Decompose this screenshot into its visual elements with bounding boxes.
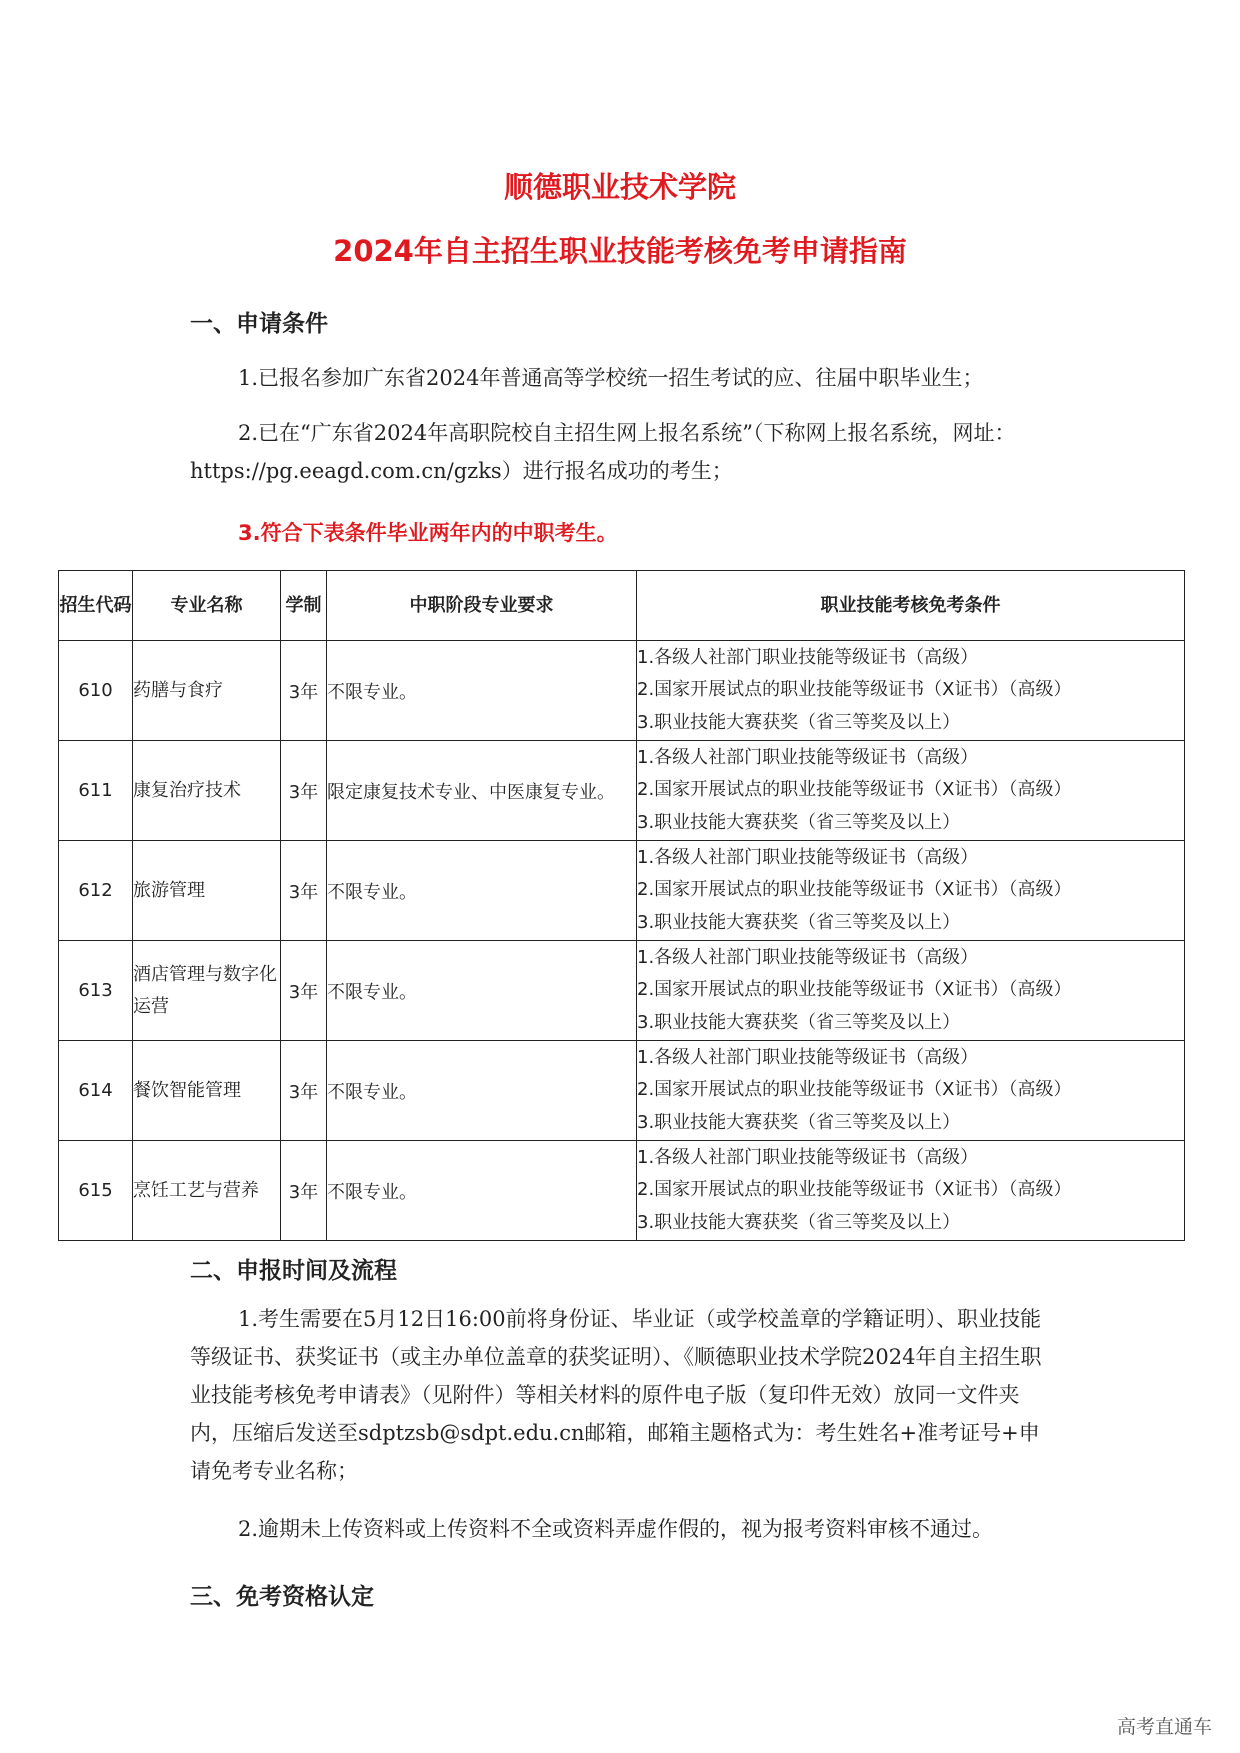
row-name: 烹饪工艺与营养 — [133, 1141, 281, 1241]
section1-item-3: 3.符合下表条件毕业两年内的中职考生。 — [238, 521, 618, 545]
row-conditions — [637, 1141, 1185, 1241]
condition-item: 3.职业技能大赛获奖（省三等奖及以上） — [637, 911, 961, 933]
watermark: 高考直通车 — [1116, 1716, 1212, 1738]
condition-item: 3.职业技能大赛获奖（省三等奖及以上） — [637, 811, 961, 833]
table-row — [59, 1041, 1185, 1141]
row-requirement: 不限专业。 — [327, 1141, 637, 1241]
section3-heading: 三、免考资格认定 — [190, 1584, 374, 1610]
table-header-row — [59, 571, 1185, 641]
header-years: 学制 — [281, 571, 327, 641]
header-requirement: 中职阶段专业要求 — [327, 571, 637, 641]
document-title: 2024年自主招生职业技能考核免考申请指南 — [333, 234, 907, 268]
condition-item: 3.职业技能大赛获奖（省三等奖及以上） — [637, 1211, 961, 1233]
table-row — [59, 941, 1185, 1041]
row-conditions — [637, 941, 1185, 1041]
row-requirement: 不限专业。 — [327, 1041, 637, 1141]
condition-item: 1.各级人社部门职业技能等级证书（高级） — [637, 746, 979, 768]
condition-item: 1.各级人社部门职业技能等级证书（高级） — [637, 846, 979, 868]
row-name: 酒店管理与数字化运营 — [133, 941, 281, 1041]
row-requirement: 限定康复技术专业、中医康复专业。 — [327, 741, 637, 841]
school-name: 顺德职业技术学院 — [503, 170, 736, 204]
row-code: 615 — [59, 1141, 133, 1241]
header-conditions: 职业技能考核免考条件 — [637, 571, 1185, 641]
table-row — [59, 1141, 1185, 1241]
condition-item: 3.职业技能大赛获奖（省三等奖及以上） — [637, 1011, 961, 1033]
condition-item: 3.职业技能大赛获奖（省三等奖及以上） — [637, 711, 961, 733]
section1-item-1: 1.已报名参加广东省2024年普通高等学校统一招生考试的应、往届中职毕业生； — [238, 366, 984, 390]
condition-item: 1.各级人社部门职业技能等级证书（高级） — [637, 946, 979, 968]
section2-heading: 二、申报时间及流程 — [190, 1258, 397, 1284]
section1-heading: 一、申请条件 — [190, 311, 328, 337]
exemption-table — [58, 570, 1185, 1241]
row-name: 药膳与食疗 — [133, 641, 281, 741]
row-requirement: 不限专业。 — [327, 641, 637, 741]
row-requirement: 不限专业。 — [327, 841, 637, 941]
row-code: 614 — [59, 1041, 133, 1141]
row-requirement: 不限专业。 — [327, 941, 637, 1041]
table-row — [59, 741, 1185, 841]
condition-item: 1.各级人社部门职业技能等级证书（高级） — [637, 1046, 979, 1068]
row-years: 3年 — [281, 941, 327, 1041]
section1-item-2: 2.已在“广东省2024年高职院校自主招生网上报名系统”（下称网上报名系统，网址：https://pg.eeagd.com.cn/gzks）进行报名成功的考生； — [190, 421, 1016, 483]
table-row — [59, 641, 1185, 741]
row-code: 612 — [59, 841, 133, 941]
row-years: 3年 — [281, 1041, 327, 1141]
row-years: 3年 — [281, 1141, 327, 1241]
row-conditions — [637, 841, 1185, 941]
section2-item-1: 1.考生需要在5月12日16:00前将身份证、毕业证（或学校盖章的学籍证明）、职业技能等级证书、获奖证书（或主办单位盖章的获奖证明）、《顺德职业技术学院2024年自主招生职业技能考核免考申请表》（见附件）等相关材料的原件电子版（复印件无效）放同一文件夹内，压缩后发送至sdptzsb@sdpt.edu.cn邮箱，邮箱主题格式为：考生姓名+准考证号+申请免考专业名称； — [190, 1307, 1042, 1483]
row-name: 旅游管理 — [133, 841, 281, 941]
condition-item: 2.国家开展试点的职业技能等级证书（X证书）（高级） — [637, 779, 1072, 801]
condition-item: 1.各级人社部门职业技能等级证书（高级） — [637, 646, 979, 668]
row-name: 康复治疗技术 — [133, 741, 281, 841]
condition-item: 3.职业技能大赛获奖（省三等奖及以上） — [637, 1111, 961, 1133]
condition-item: 2.国家开展试点的职业技能等级证书（X证书）（高级） — [637, 879, 1072, 901]
row-name: 餐饮智能管理 — [133, 1041, 281, 1141]
row-years: 3年 — [281, 641, 327, 741]
condition-item: 2.国家开展试点的职业技能等级证书（X证书）（高级） — [637, 1079, 1072, 1101]
condition-item: 2.国家开展试点的职业技能等级证书（X证书）（高级） — [637, 979, 1072, 1001]
condition-item: 2.国家开展试点的职业技能等级证书（X证书）（高级） — [637, 1179, 1072, 1201]
table-row — [59, 841, 1185, 941]
row-code: 613 — [59, 941, 133, 1041]
row-code: 610 — [59, 641, 133, 741]
row-years: 3年 — [281, 841, 327, 941]
header-code: 招生代码 — [59, 571, 133, 641]
row-years: 3年 — [281, 741, 327, 841]
row-code: 611 — [59, 741, 133, 841]
condition-item: 1.各级人社部门职业技能等级证书（高级） — [637, 1146, 979, 1168]
condition-item: 2.国家开展试点的职业技能等级证书（X证书）（高级） — [637, 679, 1072, 701]
section2-item-2: 2.逾期未上传资料或上传资料不全或资料弄虚作假的，视为报考资料审核不通过。 — [238, 1517, 994, 1541]
header-name: 专业名称 — [133, 571, 281, 641]
row-conditions — [637, 641, 1185, 741]
row-conditions — [637, 741, 1185, 841]
row-conditions — [637, 1041, 1185, 1141]
